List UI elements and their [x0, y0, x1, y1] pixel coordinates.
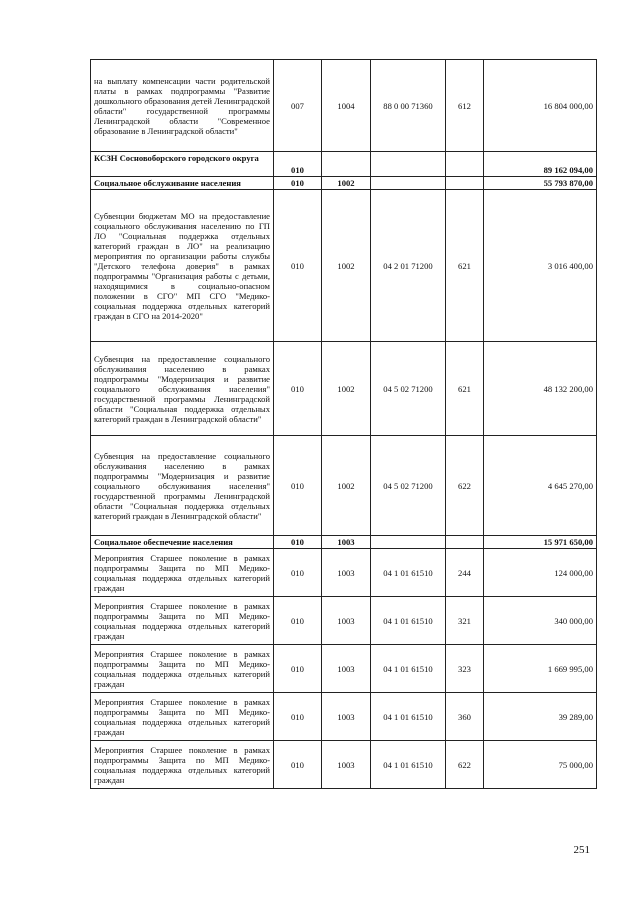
table-row [91, 741, 597, 789]
description-cell: Мероприятия Старшее поколение в рамках подпрограммы Защита по МП Медико-социальная поддержка отдельных категорий граждан [91, 741, 274, 789]
expense-type-cell [446, 152, 484, 177]
target-article-cell: 04 1 01 61510 [371, 549, 446, 597]
amount-cell: 55 793 870,00 [484, 177, 597, 190]
description-cell: Мероприятия Старшее поколение в рамках подпрограммы Защита по МП Медико-социальная поддержка отдельных категорий граждан [91, 645, 274, 693]
grbs-code-cell: 010 [274, 645, 322, 693]
amount-cell: 3 016 400,00 [484, 190, 597, 342]
amount-cell: 48 132 200,00 [484, 342, 597, 436]
target-article-cell: 04 5 02 71200 [371, 342, 446, 436]
grbs-code-cell: 010 [274, 597, 322, 645]
expense-type-cell: 622 [446, 436, 484, 536]
description-cell: Социальное обеспечение населения [91, 536, 274, 549]
expense-type-cell [446, 177, 484, 190]
target-article-cell [371, 536, 446, 549]
description-cell: Субвенция на предоставление социального обслуживания населению в рамках подпрограммы "Модернизация и развитие социального обслуживания населения" государственной программы Ленинградской области "Социальная поддержка отдельных категорий граждан в Ленинградской области" [91, 342, 274, 436]
section-row [91, 536, 597, 549]
expense-type-cell: 323 [446, 645, 484, 693]
description-cell: Субвенция на предоставление социального обслуживания населению в рамках подпрограммы "Модернизация и развитие социального обслуживания населения" государственной программы Ленинградской области "Социальная поддержка отдельных категорий граждан в Ленинградской области" [91, 436, 274, 536]
section-code-cell: 1003 [322, 549, 371, 597]
grbs-code-cell: 010 [274, 741, 322, 789]
amount-cell: 340 000,00 [484, 597, 597, 645]
expense-type-cell: 622 [446, 741, 484, 789]
target-article-cell: 88 0 00 71360 [371, 60, 446, 152]
grbs-code-cell: 010 [274, 536, 322, 549]
expense-type-cell: 621 [446, 342, 484, 436]
table-row [91, 693, 597, 741]
grbs-code-cell: 010 [274, 152, 322, 177]
section-code-cell: 1003 [322, 536, 371, 549]
expense-type-cell: 321 [446, 597, 484, 645]
amount-cell: 16 804 000,00 [484, 60, 597, 152]
target-article-cell [371, 152, 446, 177]
grbs-code-cell: 010 [274, 342, 322, 436]
grbs-code-cell: 010 [274, 436, 322, 536]
description-cell: на выплату компенсации части родительской платы в рамках подпрограммы "Развитие дошкольного образования детей Ленинградской области" государственной программы Ленинградской области "Современное образование в Ленинградской области" [91, 60, 274, 152]
grbs-code-cell: 007 [274, 60, 322, 152]
expense-type-cell: 360 [446, 693, 484, 741]
section-code-cell [322, 152, 371, 177]
table-row [91, 597, 597, 645]
amount-cell: 1 669 995,00 [484, 645, 597, 693]
section-code-cell: 1002 [322, 436, 371, 536]
description-cell: Мероприятия Старшее поколение в рамках подпрограммы Защита по МП Медико-социальная поддержка отдельных категорий граждан [91, 549, 274, 597]
amount-cell: 4 645 270,00 [484, 436, 597, 536]
section-code-cell: 1002 [322, 342, 371, 436]
grbs-code-cell: 010 [274, 549, 322, 597]
description-cell: Субвенции бюджетам МО на предоставление социального обслуживания населению по ГП ЛО "Социальная поддержка отдельных категорий граждан в ЛО" на реализацию мероприятия по организации работы службы "Детского телефона доверия" в рамках подпрограммы "Организация работы с детьми, находящимися в социально-опасном положении в СГО" МП СГО "Медико-социальная поддержка отдельных категорий граждан в СГО на 2014-2020" [91, 190, 274, 342]
budget-table-body [91, 60, 597, 789]
expense-type-cell: 612 [446, 60, 484, 152]
section-code-cell: 1003 [322, 741, 371, 789]
target-article-cell: 04 5 02 71200 [371, 436, 446, 536]
section-row [91, 152, 597, 177]
description-cell: Мероприятия Старшее поколение в рамках подпрограммы Защита по МП Медико-социальная поддержка отдельных категорий граждан [91, 597, 274, 645]
amount-cell: 75 000,00 [484, 741, 597, 789]
expense-type-cell: 244 [446, 549, 484, 597]
table-row [91, 436, 597, 536]
target-article-cell: 04 1 01 61510 [371, 645, 446, 693]
section-code-cell: 1003 [322, 645, 371, 693]
table-row [91, 549, 597, 597]
grbs-code-cell: 010 [274, 693, 322, 741]
description-cell: Социальное обслуживание населения [91, 177, 274, 190]
target-article-cell: 04 1 01 61510 [371, 693, 446, 741]
target-article-cell: 04 1 01 61510 [371, 741, 446, 789]
section-row [91, 177, 597, 190]
amount-cell: 39 289,00 [484, 693, 597, 741]
table-row [91, 645, 597, 693]
section-code-cell: 1003 [322, 597, 371, 645]
section-code-cell: 1003 [322, 693, 371, 741]
section-code-cell: 1002 [322, 190, 371, 342]
table-row [91, 190, 597, 342]
expense-type-cell [446, 536, 484, 549]
description-cell: Мероприятия Старшее поколение в рамках подпрограммы Защита по МП Медико-социальная поддержка отдельных категорий граждан [91, 693, 274, 741]
amount-cell: 89 162 094,00 [484, 152, 597, 177]
grbs-code-cell: 010 [274, 190, 322, 342]
section-code-cell: 1004 [322, 60, 371, 152]
table-row [91, 60, 597, 152]
amount-cell: 15 971 650,00 [484, 536, 597, 549]
table-row [91, 342, 597, 436]
amount-cell: 124 000,00 [484, 549, 597, 597]
target-article-cell: 04 1 01 61510 [371, 597, 446, 645]
grbs-code-cell: 010 [274, 177, 322, 190]
budget-table [90, 59, 597, 789]
target-article-cell [371, 177, 446, 190]
description-cell: КСЗН Сосновоборского городского округа [91, 152, 274, 177]
expense-type-cell: 621 [446, 190, 484, 342]
target-article-cell: 04 2 01 71200 [371, 190, 446, 342]
section-code-cell: 1002 [322, 177, 371, 190]
page-number: 251 [573, 844, 590, 856]
